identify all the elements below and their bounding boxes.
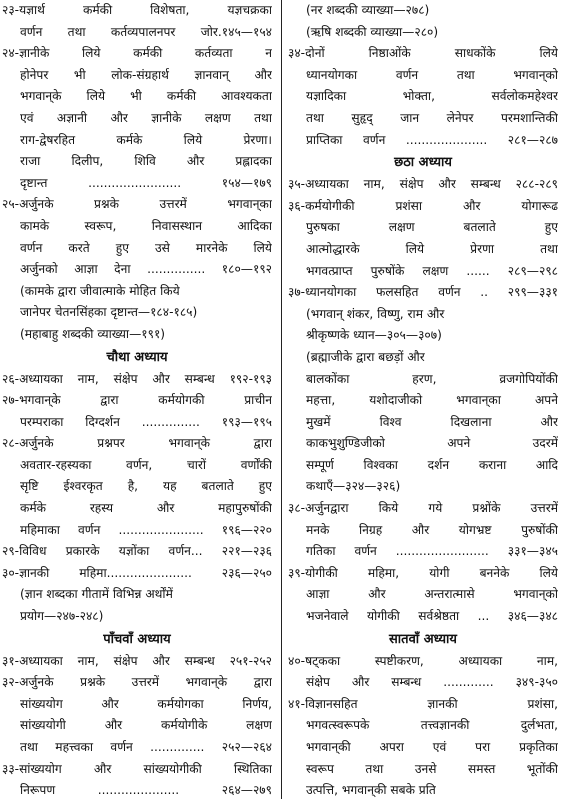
toc-entry-line: (ज्ञान शब्दका गीतामें विभिन्न अर्थोंमें (20, 587, 173, 602)
toc-entry-line: कथाएँ—३२४—३२६) (306, 479, 401, 494)
toc-entry (288, 0, 558, 22)
toc-entry-line: सांख्ययोगी और कर्मयोगीके लक्षण (20, 718, 272, 733)
toc-entry (2, 584, 272, 627)
chapter-heading: छठा अध्याय (394, 155, 452, 171)
toc-entry-line: महत्ता, यशोदाजीको भगवान्‌का अपने (306, 393, 558, 408)
toc-entry (288, 174, 558, 196)
toc-entry-line: ३८-अर्जुनद्वारा किये गये प्रश्नोंके उत्तरमें (288, 501, 558, 516)
toc-entry-line: ४१-विज्ञानसहित ज्ञानकी प्रशंसा, (288, 696, 558, 711)
toc-entry-line: स्वरूप तथा उनसे समस्त भूतोंकी (306, 761, 558, 776)
toc-entry-line: ३०-ज्ञानकी महिमा...................... २३६—२५० (2, 565, 272, 580)
toc-entry (288, 282, 558, 304)
toc-entry-line: संक्षेप और सम्बन्ध ............. ३४९-३५० (306, 675, 558, 690)
toc-entry-line: ३५-अध्यायका नाम, संक्षेप और सम्बन्ध २८८-२८९ (288, 177, 558, 192)
toc-entry-line: यज्ञादिका भोक्ता, सर्वलोकमहेश्वर (306, 89, 558, 104)
toc-entry (288, 651, 558, 694)
toc-entry-line: श्रीकृष्णके ध्यान—३०५—३०७) (306, 328, 442, 343)
toc-entry-line: (महाबाहु शब्दकी व्याख्या—१९१) (20, 326, 166, 341)
toc-entry-line: २७-भगवान्‌के द्वारा कर्मयोगकी प्राचीन (2, 393, 272, 408)
toc-entry-line: काकभुशुण्डिजीको अपने उदरमें (306, 436, 558, 451)
toc-entry-line: भगवत्प्राप्त पुरुषोंके लक्षण ...... २८९—२९८ (306, 263, 558, 278)
toc-entry-line: राजा दिलीप, शिवि और प्रह्लादका (20, 154, 272, 169)
toc-entry (2, 433, 272, 541)
toc-entry (2, 194, 272, 280)
toc-entry-line: आज्ञा और अन्तरात्मासे भगवान्‌को (306, 587, 558, 602)
toc-entry-line: होनेपर भी लोक-संग्रहार्थ ज्ञानवान् और (20, 67, 272, 82)
toc-entry-line: ४०-षट्कका स्पष्टीकरण, अध्यायका नाम, (288, 653, 558, 668)
toc-entry-line: ३२-अर्जुनके प्रश्नके उत्तरमें भगवान्‌के द्वारा (2, 675, 272, 690)
toc-entry-line: मुखमें विश्व दिखलाना और (306, 414, 558, 429)
toc-entry (2, 43, 272, 194)
toc-entry-line: तथा सुहृद् जान लेनेपर परमशान्तिकी (306, 110, 558, 125)
toc-entry-line: प्राप्तिका वर्णन ..................... २८१—२८७ (306, 132, 558, 147)
toc-entry-line: २९-विविध प्रकारके यज्ञोंका वर्णन... २२१—२३६ (2, 544, 272, 559)
toc-entry-line: (कामके द्वारा जीवात्माके मोहित किये (20, 283, 180, 298)
toc-entry-line: वर्णन करते हुए उसे मारनेके लिये (20, 240, 272, 255)
toc-entry (2, 651, 272, 673)
toc-entry-line: जानेपर चेतनसिंहका दृष्टान्त—१८४-१८५) (20, 305, 198, 320)
toc-entry-line: उत्पत्ति, भगवान्‌की सबके प्रति (306, 783, 436, 798)
toc-entry-line: महिमाका वर्णन ...................... १९६—२२० (20, 522, 272, 537)
toc-entry (2, 390, 272, 433)
toc-entry (288, 196, 558, 282)
toc-entry (2, 563, 272, 585)
toc-entry (2, 324, 272, 346)
toc-entry-line: २४-ज्ञानीके लिये कर्मकी कर्तव्यता न (2, 46, 272, 61)
toc-entry-line: ३१-अध्यायका नाम, संक्षेप और सम्बन्ध २५१-२५२ (2, 653, 272, 668)
toc-entry (288, 347, 558, 498)
toc-entry (288, 498, 558, 563)
toc-entry (2, 281, 272, 324)
toc-entry-line: अवतार-रहस्यका वर्णन, चारों वर्णोंकी (20, 457, 272, 472)
toc-entry-line: कामके स्वरूप, निवासस्थान आदिका (20, 218, 272, 233)
chapter-heading: सातवाँ अध्याय (389, 631, 457, 647)
toc-entry (2, 759, 272, 802)
toc-entry-line: पुरुषका लक्षण बतलाते हुए (306, 220, 558, 235)
chapter-heading: पाँचवाँ अध्याय (103, 631, 171, 647)
toc-entry-line: २५-अर्जुनके प्रश्नके उत्तरमें भगवान्‌का (2, 197, 272, 212)
toc-entry-line: सृष्टि ईश्वरकृत है, यह बतलाते हुए (20, 479, 272, 494)
toc-entry-line: ३७-ध्यानयोगका फलसहित वर्णन .. २९९—३३१ (288, 285, 558, 300)
toc-entry-line: वर्णन तथा कर्तव्यपालनपर जोर.१४५—१५४ (20, 24, 272, 39)
toc-entry-line: (भगवान् शंकर, विष्णु, राम और (306, 306, 445, 321)
toc-entry-line: ३४-दोनों निष्ठाओंके साधकोंके लिये (288, 46, 558, 61)
toc-entry (2, 541, 272, 563)
toc-entry (288, 694, 558, 802)
toc-entry-line: ध्यानयोगका वर्णन तथा भगवान्‌को (306, 67, 558, 82)
toc-entry-line: सम्पूर्ण विश्वका दर्शन कराना आदि (306, 457, 558, 472)
toc-entry-line: मनके निग्रह और योगभ्रष्ट पुरुषोंकी (306, 522, 558, 537)
toc-entry-line: २६-अध्यायका नाम, संक्षेप और सम्बन्ध १९२-१९३ (2, 371, 272, 386)
toc-entry-line: गतिका वर्णन ........................ ३३१—३४५ (306, 544, 558, 559)
toc-entry-line: २३-यज्ञार्थ कर्मकी विशेषता, यज्ञचक्रका (2, 3, 272, 17)
toc-entry-line: ३६-कर्मयोगीकी प्रशंसा और योगारूढ (288, 198, 558, 213)
toc-entry-line: परम्पराका दिग्दर्शन ............... १९३—१९५ (20, 414, 272, 429)
toc-entry (2, 0, 272, 43)
toc-entry-line: भगवान्‌की अपरा एवं परा प्रकृतिका (306, 740, 558, 754)
toc-entry-line: दृष्टान्त ........................ १५४—१७९ (20, 175, 272, 190)
toc-entry-line: भजनेवाले योगीकी सर्वश्रेष्ठता ... ३४६—३४८ (306, 609, 558, 624)
toc-entry (288, 22, 558, 44)
left-column (2, 0, 272, 799)
toc-entry (288, 43, 558, 151)
toc-entry (288, 304, 558, 347)
toc-entry-line: (ऋषि शब्दकी व्याख्या—२८०) (306, 24, 439, 39)
toc-entry-line: भगवान्‌के लिये भी कर्मकी आवश्यकता (20, 89, 272, 104)
toc-entry-line: ३९-योगीकी महिमा, योगी बननेके लिये (288, 565, 558, 580)
right-column (288, 0, 558, 799)
toc-entry-line: अर्जुनको आज्ञा देना ............... १८०—१९२ (20, 262, 272, 277)
toc-entry-line: (नर शब्दकी व्याख्या—२७८) (306, 3, 430, 17)
toc-entry-line: सांख्ययोग और कर्मयोगका निर्णय, (20, 696, 272, 711)
chapter-heading: चौथा अध्याय (106, 349, 168, 365)
toc-entry-line: प्रयोग—२४७-२४८) (20, 609, 104, 624)
toc-entry-line: ३३-सांख्ययोग और सांख्ययोगीकी स्थितिका (2, 761, 272, 776)
toc-entry (2, 369, 272, 391)
toc-entry-line: राग-द्वेषरहित कर्मके लिये प्रेरणा। (20, 132, 272, 147)
toc-entry (2, 672, 272, 758)
toc-entry-line: बालकोंका हरण, व्रजगोपियोंकी (306, 371, 558, 386)
toc-entry-line: कर्मके रहस्य और महापुरुषोंकी (20, 501, 272, 516)
toc-entry-line: (ब्रह्माजीके द्वारा बछड़ों और (306, 349, 425, 364)
toc-entry-line: भगवत्स्वरूपके तत्त्वज्ञानकी दुर्लभता, (306, 718, 558, 733)
toc-entry-line: २८-अर्जुनके प्रश्नपर भगवान्‌के द्वारा (2, 436, 272, 451)
toc-entry-line: एवं अज्ञानी और ज्ञानीके लक्षण तथा (20, 110, 272, 125)
toc-entry-line: आत्मोद्धारके लिये प्रेरणा तथा (306, 241, 558, 256)
toc-entry-line: तथा महत्त्वका वर्णन .............. २५२—२६४ (20, 740, 272, 754)
toc-entry (288, 563, 558, 628)
column-divider (281, 0, 282, 799)
toc-entry-line: निरूपण ..................... २६४—२७९ (20, 783, 272, 798)
